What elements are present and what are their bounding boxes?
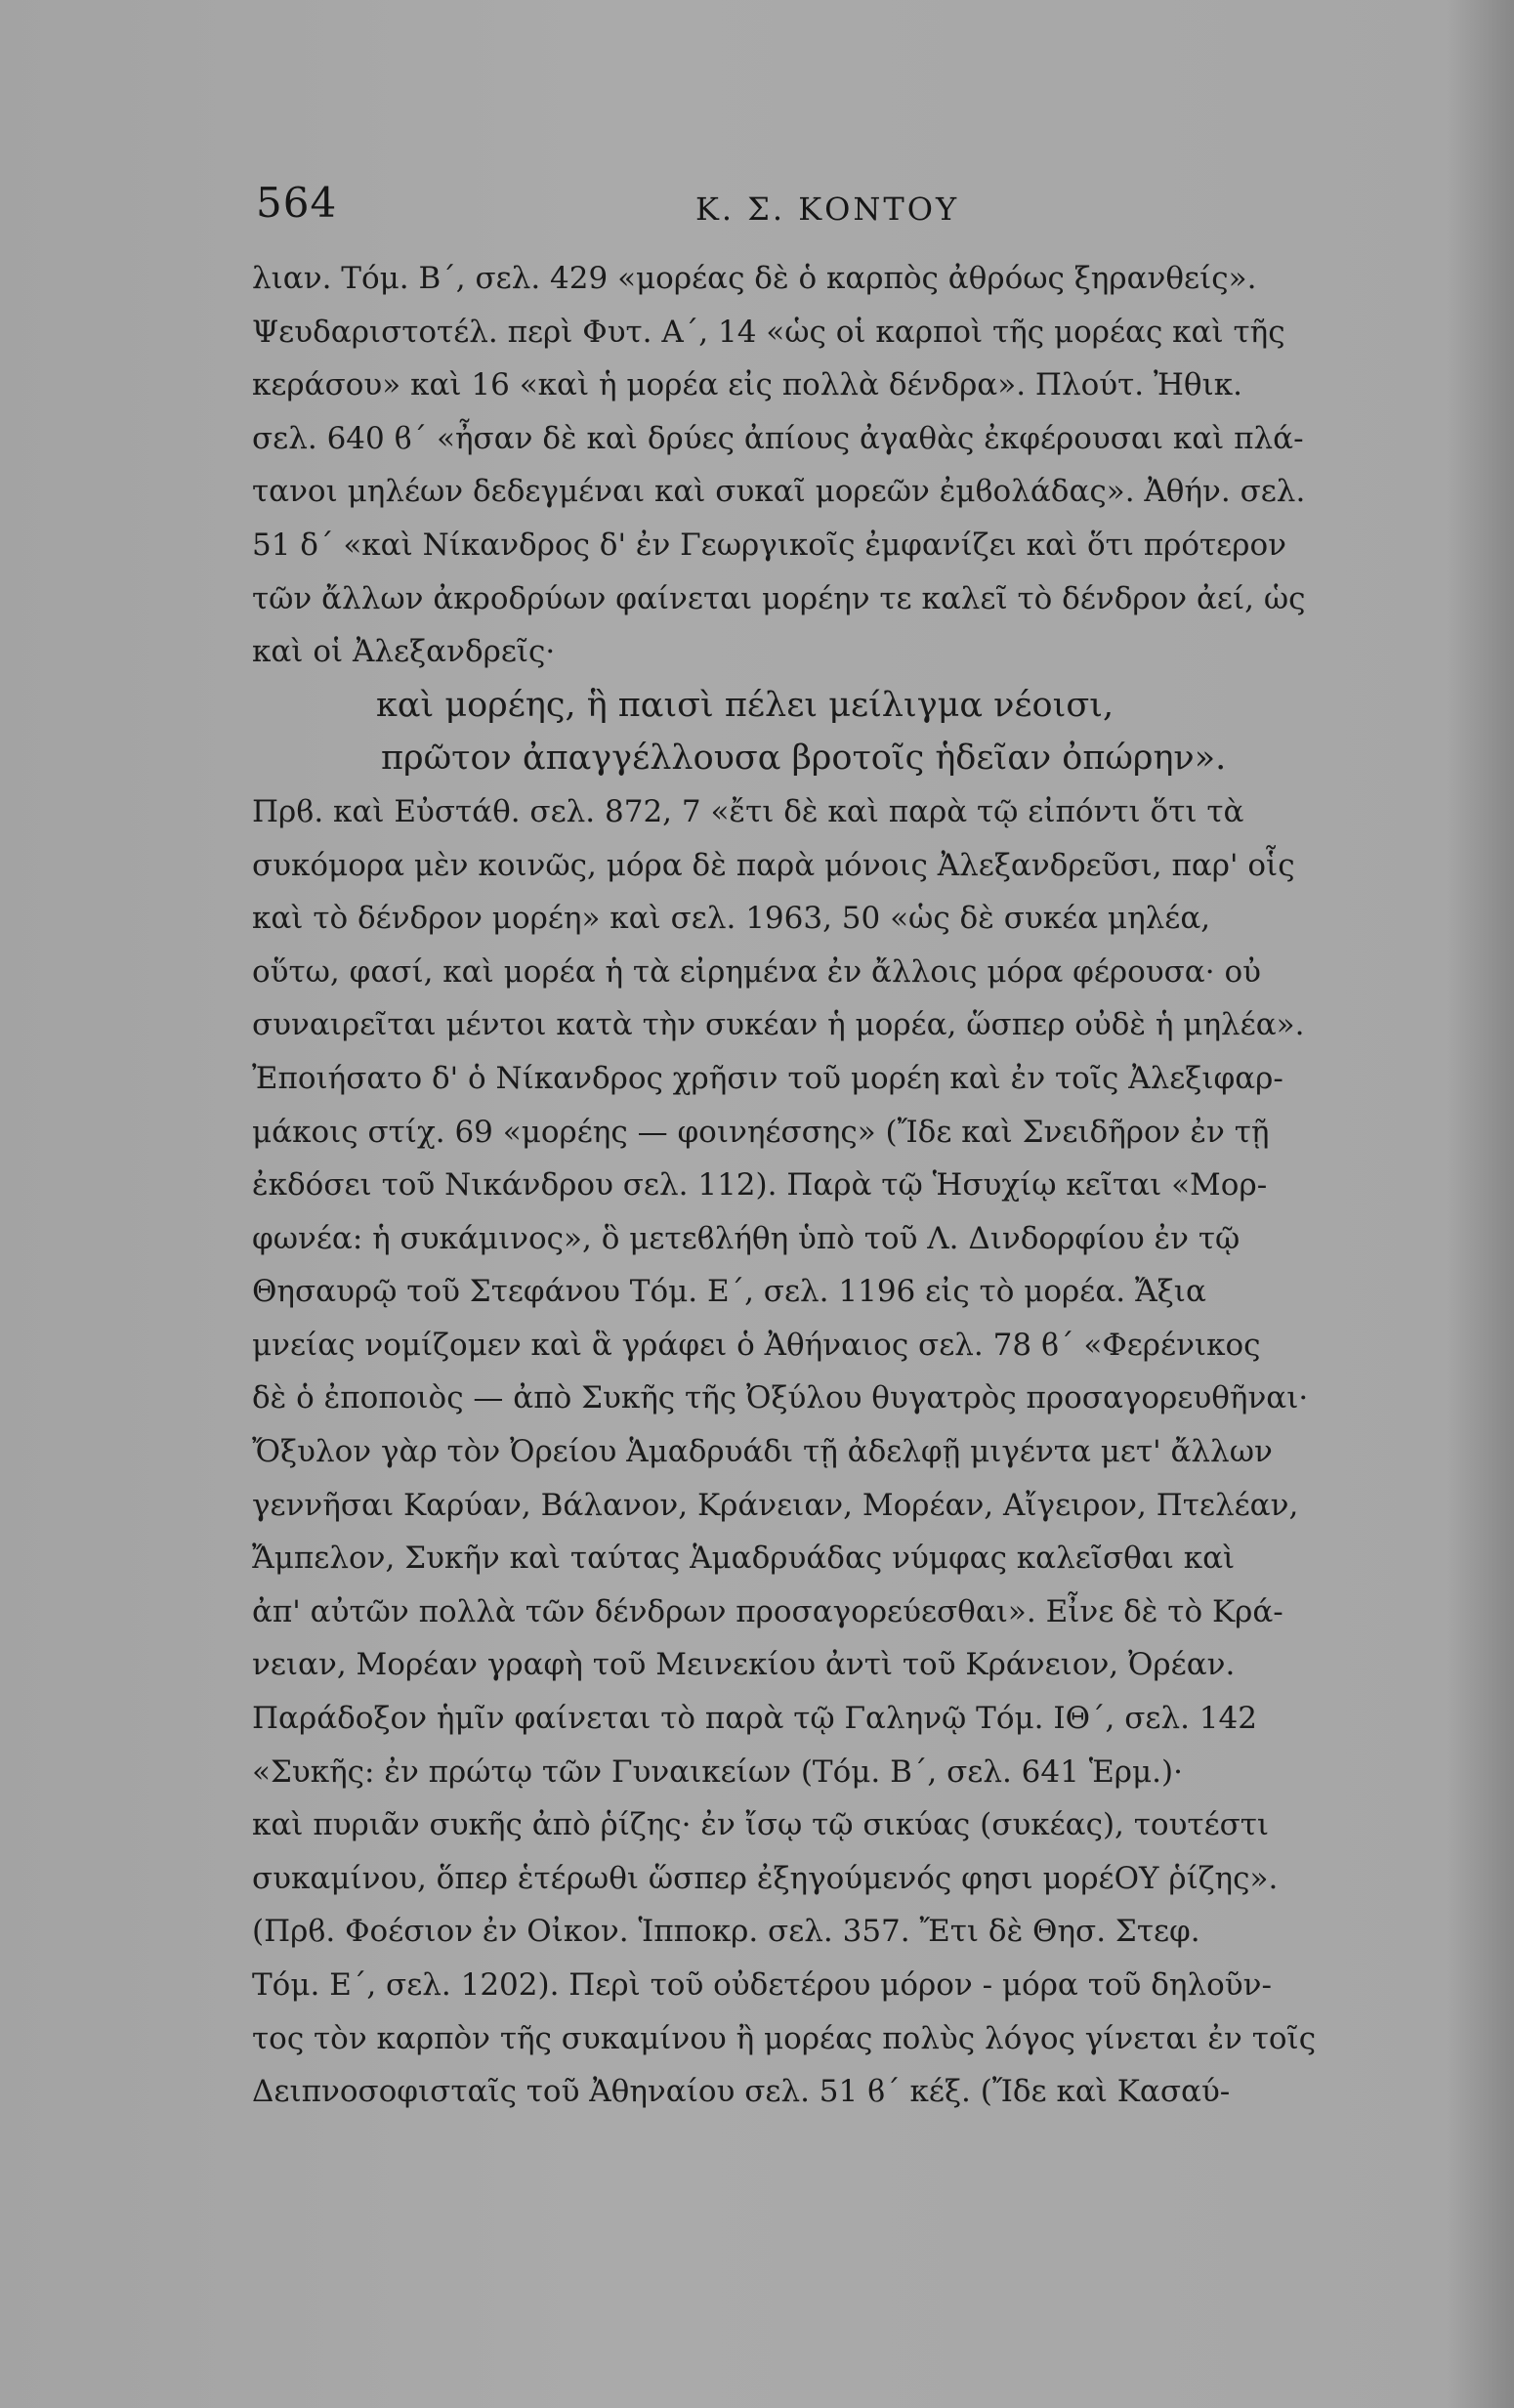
text-line: Ὄξυλον γὰρ τὸν Ὀρείου Ἁμαδρυάδι τῇ ἀδελφῇ μιγέντα μετ' ἄλλων	[252, 1434, 1273, 1470]
text-line: συκόμορα μὲν κοινῶς, μόρα δὲ παρὰ μόνοις Ἀλεξανδρεῦσι, παρ' οἷς	[252, 847, 1295, 883]
text-line: καὶ τὸ δένδρον μορέη» καὶ σελ. 1963, 50 «ὡς δὲ συκέα μηλέα,	[252, 901, 1211, 937]
text-line: καὶ πυριᾶν συκῆς ἀπὸ ῥίζης· ἐν ἴσῳ τῷ σικύας (συκέας), τουτέστι	[252, 1807, 1270, 1843]
text-line: «Συκῆς: ἐν πρώτῳ τῶν Γυναικείων (Τόμ. Β΄, σελ. 641 Ἑρμ.)·	[252, 1753, 1183, 1790]
text-line: λιαν. Τόμ. Β΄, σελ. 429 «μορέας δὲ ὁ καρπὸς ἀθρόως ξηρανθείς».	[252, 261, 1257, 296]
text-line: ἀπ' αὐτῶν πολλὰ τῶν δένδρων προσαγορεύεσθαι». Εἶνε δὲ τὸ Κρά-	[252, 1593, 1283, 1629]
text-line: Θησαυρῷ τοῦ Στεφάνου Τόμ. Ε΄, σελ. 1196 εἰς τὸ μορέα. Ἄξια	[252, 1274, 1206, 1310]
text-line: δὲ ὁ ἐποποιὸς — ἀπὸ Συκῆς τῆς Ὀξύλου θυγατρὸς προσαγορευθῆναι·	[252, 1380, 1309, 1416]
text-line: μνείας νομίζομεν καὶ ἃ γράφει ὁ Ἀθήναιος σελ. 78 ϐ΄ «Φερένικος	[252, 1327, 1261, 1363]
text-line: κεράσου» καὶ 16 «καὶ ἡ μορέα εἰς πολλὰ δένδρα». Πλούτ. Ἠθικ.	[252, 367, 1242, 403]
text-line: ἐκδόσει τοῦ Νικάνδρου σελ. 112). Παρὰ τῷ Ἡσυχίῳ κεῖται «Μορ-	[252, 1167, 1268, 1204]
text-line: τος τὸν καρπὸν τῆς συκαμίνου ἢ μορέας πολὺς λόγος γίνεται ἐν τοῖς	[252, 2020, 1317, 2056]
verse-line: πρῶτον ἀπαγγέλλουσα βροτοῖς ἡδεῖαν ὀπώρην».	[381, 739, 1227, 779]
running-head: Κ. Σ. ΚΟΝΤΟΥ	[695, 190, 960, 228]
text-line: Ἐποιήσατο δ' ὁ Νίκανδρος χρῆσιν τοῦ μορέη καὶ ἐν τοῖς Ἀλεξιφαρ-	[252, 1060, 1283, 1096]
text-line: φωνέα: ἡ συκάμινος», ὃ μετεϐλήθη ὑπὸ τοῦ Λ. Δινδορφίου ἐν τῷ	[252, 1220, 1241, 1256]
text-line: γεννῆσαι Καρύαν, Βάλανον, Κράνειαν, Μορέαν, Αἴγειρον, Πτελέαν,	[252, 1487, 1299, 1523]
text-line: Πρϐ. καὶ Εὐστάθ. σελ. 872, 7 «ἔτι δὲ καὶ παρὰ τῷ εἰπόντι ὅτι τὰ	[252, 793, 1244, 829]
text-line: 51 δ΄ «καὶ Νίκανδρος δ' ἐν Γεωργικοῖς ἐμφανίζει καὶ ὅτι πρότερον	[252, 527, 1286, 563]
text-line: σελ. 640 ϐ΄ «ἦσαν δὲ καὶ δρύες ἀπίους ἀγαθὰς ἐκφέρουσαι καὶ πλά-	[252, 420, 1304, 456]
text-line: τανοι μηλέων δεδεγμέναι καὶ συκαῖ μορεῶν ἐμϐολάδας». Ἀθήν. σελ.	[252, 474, 1306, 510]
text-line: νειαν, Μορέαν γραφὴ τοῦ Μεινεκίου ἀντὶ τοῦ Κράνειον, Ὀρέαν.	[252, 1647, 1236, 1683]
text-line: συναιρεῖται μέντοι κατὰ τὴν συκέαν ἡ μορέα, ὥσπερ οὐδὲ ἡ μηλέα».	[252, 1007, 1305, 1043]
text-line: Ἄμπελον, Συκῆν καὶ ταύτας Ἁμαδρυάδας νύμφας καλεῖσθαι καὶ	[252, 1541, 1236, 1577]
text-line: τῶν ἄλλων ἀκροδρύων φαίνεται μορέην τε καλεῖ τὸ δένδρον ἀεί, ὡς	[252, 580, 1306, 616]
body-text	[252, 252, 1442, 2119]
text-line: μάκοις στίχ. 69 «μορέης — φοινηέσσης» (Ἴδε καὶ Σνειδῆρον ἐν τῇ	[252, 1114, 1270, 1150]
text-line: οὕτω, φασί, καὶ μορέα ἡ τὰ εἰρημένα ἐν ἄλλοις μόρα φέρουσα· οὐ	[252, 953, 1261, 990]
page-number: 564	[256, 179, 338, 227]
text-line: Παράδοξον ἡμῖν φαίνεται τὸ παρὰ τῷ Γαληνῷ Τόμ. ΙΘ΄, σελ. 142	[252, 1701, 1257, 1737]
text-line: Τόμ. Ε΄, σελ. 1202). Περὶ τοῦ οὐδετέρου μόρον - μόρα τοῦ δηλοῦν-	[252, 1967, 1272, 2003]
text-line: Ψευδαριστοτέλ. περὶ Φυτ. Α΄, 14 «ὡς οἱ καρποὶ τῆς μορέας καὶ τῆς	[252, 314, 1285, 350]
page-header	[256, 179, 1457, 237]
text-line: συκαμίνου, ὅπερ ἑτέρωθι ὥσπερ ἐξηγούμενός φησι μορέΟΥ ῥίζης».	[252, 1860, 1279, 1896]
text-line: (Πρϐ. Φοέσιον ἐν Οἰκον. Ἱπποκρ. σελ. 357. Ἔτι δὲ Θησ. Στεφ.	[252, 1914, 1200, 1950]
verse-line: καὶ μορέης, ἣ παισὶ πέλει μείλιγμα νέοισι,	[376, 685, 1114, 725]
page-edge-shadow	[1446, 0, 1514, 2408]
text-line: Δειπνοσοφισταῖς τοῦ Ἀθηναίου σελ. 51 ϐ΄ κέξ. (Ἴδε καὶ Κασαύ-	[252, 2074, 1231, 2110]
text-line: καὶ οἱ Ἀλεξανδρεῖς·	[252, 634, 556, 670]
